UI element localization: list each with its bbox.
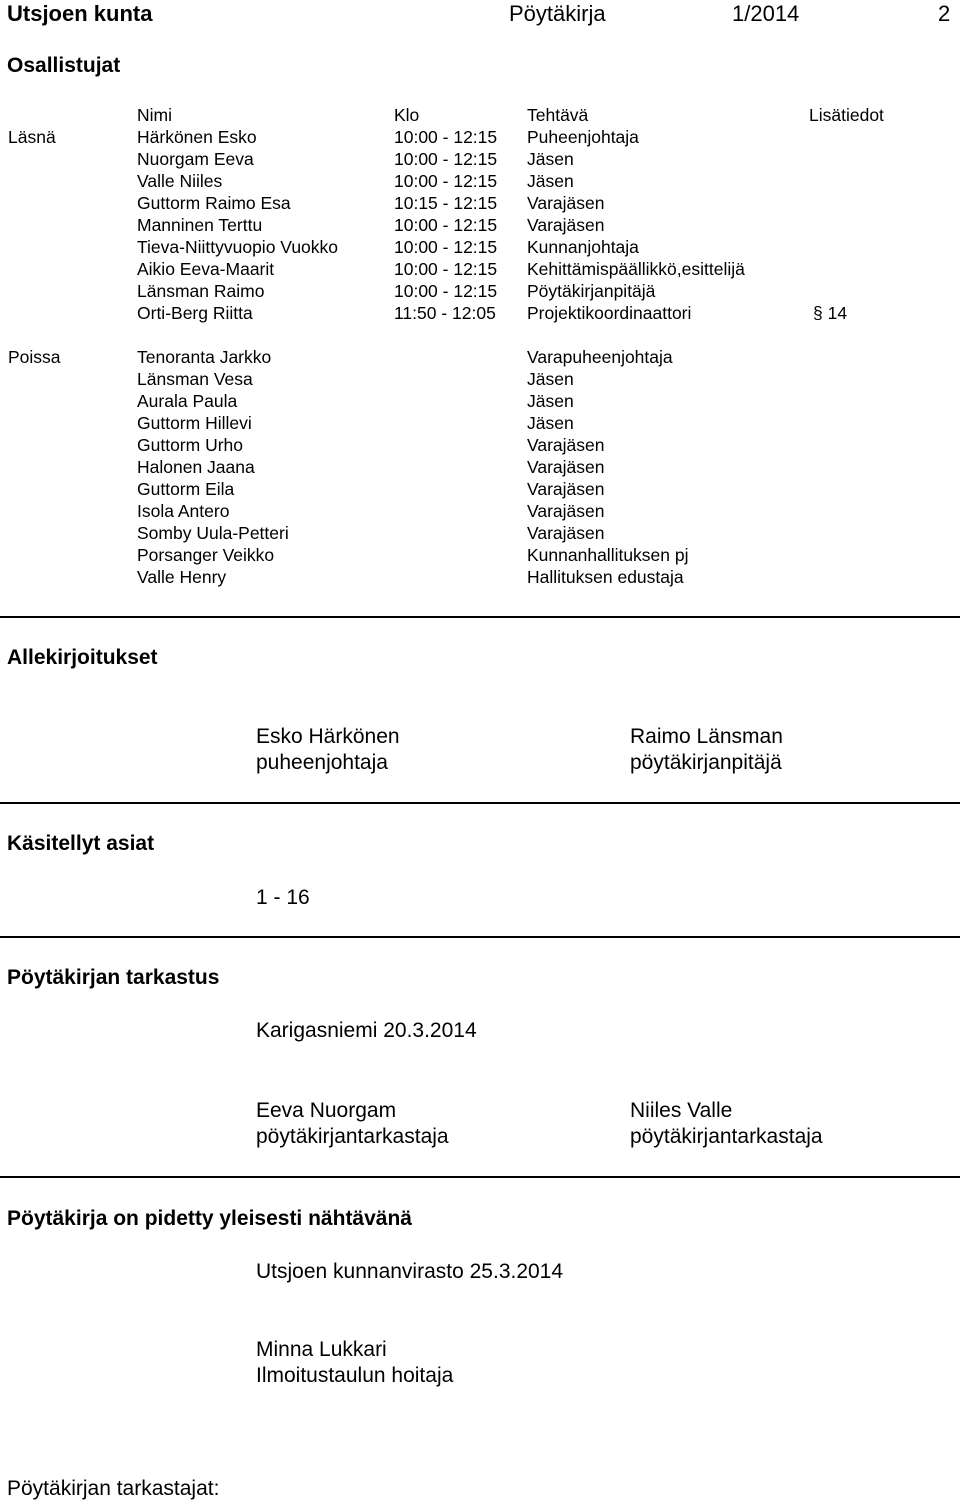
participant-role: Varajäsen xyxy=(527,523,605,543)
present-row xyxy=(0,281,960,303)
section-divider xyxy=(0,616,960,618)
official-role: Ilmoitustaulun hoitaja xyxy=(256,1364,454,1387)
participant-name: Guttorm Urho xyxy=(137,435,243,455)
page-number: 2 xyxy=(938,1,951,26)
participant-time: 10:00 - 12:15 xyxy=(394,215,498,235)
column-header-time: Klo xyxy=(394,105,420,125)
participant-time: 10:00 - 12:15 xyxy=(394,281,498,301)
participant-name: Tieva-Niittyvuopio Vuokko xyxy=(137,237,339,257)
meeting-number: 1/2014 xyxy=(732,1,800,26)
participant-role: Puheenjohtaja xyxy=(527,127,639,147)
participant-name: Valle Niiles xyxy=(137,171,223,191)
section-divider xyxy=(0,1176,960,1178)
official-name: Minna Lukkari xyxy=(256,1338,387,1361)
signatures-title: Allekirjoitukset xyxy=(7,646,158,669)
signer-name: Esko Härkönen xyxy=(256,725,400,748)
absent-row xyxy=(0,501,960,523)
present-row xyxy=(0,171,960,193)
absent-row xyxy=(0,413,960,435)
present-row xyxy=(0,193,960,215)
participant-role: Jäsen xyxy=(527,369,574,389)
participant-role: Projektikoordinaattori xyxy=(527,303,692,323)
participant-name: Porsanger Veikko xyxy=(137,545,275,565)
reviewer-role: pöytäkirjantarkastaja xyxy=(630,1125,823,1148)
participant-time: 10:15 - 12:15 xyxy=(394,193,498,213)
present-row xyxy=(0,215,960,237)
absent-row xyxy=(0,479,960,501)
reviewers-label: Pöytäkirjan tarkastajat: xyxy=(7,1477,220,1500)
participant-name: Halonen Jaana xyxy=(137,457,255,477)
absent-row xyxy=(0,545,960,567)
participant-name: Guttorm Eila xyxy=(137,479,235,499)
participant-name: Aikio Eeva-Maarit xyxy=(137,259,275,279)
participant-role: Jäsen xyxy=(527,171,574,191)
participant-role: Pöytäkirjanpitäjä xyxy=(527,281,656,301)
participants-column-headers xyxy=(0,105,960,127)
participant-name: Valle Henry xyxy=(137,567,227,587)
participant-name: Manninen Terttu xyxy=(137,215,263,235)
section-divider xyxy=(0,802,960,804)
participant-role: Kunnanjohtaja xyxy=(527,237,639,257)
absent-row xyxy=(0,347,960,369)
participant-name: Isola Antero xyxy=(137,501,230,521)
municipality-name: Utsjoen kunta xyxy=(7,1,153,26)
signer-role: pöytäkirjanpitäjä xyxy=(630,751,782,774)
participant-time: 10:00 - 12:15 xyxy=(394,259,498,279)
participant-role: Kunnanhallituksen pj xyxy=(527,545,689,565)
present-row xyxy=(0,149,960,171)
reviewer-name: Niiles Valle xyxy=(630,1099,733,1122)
participant-role: Jäsen xyxy=(527,413,574,433)
column-header-role: Tehtävä xyxy=(527,105,589,125)
absent-row xyxy=(0,435,960,457)
absent-row xyxy=(0,567,960,589)
items-range: 1 - 16 xyxy=(256,886,310,909)
participant-role: Hallituksen edustaja xyxy=(527,567,684,587)
participant-name: Länsman Raimo xyxy=(137,281,265,301)
participant-role: Varajäsen xyxy=(527,479,605,499)
column-header-extra: Lisätiedot xyxy=(809,105,884,125)
signer-role: puheenjohtaja xyxy=(256,751,388,774)
items-title: Käsitellyt asiat xyxy=(7,832,155,855)
present-row xyxy=(0,237,960,259)
participant-role: Jäsen xyxy=(527,391,574,411)
public-display-place-date: Utsjoen kunnanvirasto 25.3.2014 xyxy=(256,1260,564,1283)
column-header-name: Nimi xyxy=(137,105,172,125)
participant-name: Tenoranta Jarkko xyxy=(137,347,272,367)
participant-role: Jäsen xyxy=(527,149,574,169)
participant-name: Härkönen Esko xyxy=(137,127,257,147)
participant-time: 10:00 - 12:15 xyxy=(394,171,498,191)
present-row xyxy=(0,127,960,149)
participant-role: Varajäsen xyxy=(527,193,605,213)
review-place-date: Karigasniemi 20.3.2014 xyxy=(256,1019,477,1042)
signer-name: Raimo Länsman xyxy=(630,725,783,748)
participant-name: Somby Uula-Petteri xyxy=(137,523,289,543)
participant-role: Varajäsen xyxy=(527,457,605,477)
participant-name: Guttorm Hillevi xyxy=(137,413,252,433)
participant-role: Varajäsen xyxy=(527,501,605,521)
public-display-title: Pöytäkirja on pidetty yleisesti nähtävänä xyxy=(7,1207,412,1230)
present-label: Läsnä xyxy=(8,127,56,147)
absent-label: Poissa xyxy=(8,347,61,367)
document-type: Pöytäkirja xyxy=(509,1,606,26)
participant-time: 10:00 - 12:15 xyxy=(394,149,498,169)
participant-name: Aurala Paula xyxy=(137,391,238,411)
participant-time: 10:00 - 12:15 xyxy=(394,237,498,257)
participant-role: Varajäsen xyxy=(527,435,605,455)
absent-row xyxy=(0,523,960,545)
participant-extra-info: § 14 xyxy=(813,303,848,323)
participant-role: Varapuheenjohtaja xyxy=(527,347,673,367)
participant-time: 11:50 - 12:05 xyxy=(394,303,496,323)
absent-row xyxy=(0,369,960,391)
absent-row xyxy=(0,391,960,413)
review-title: Pöytäkirjan tarkastus xyxy=(7,966,220,989)
participant-time: 10:00 - 12:15 xyxy=(394,127,498,147)
participant-role: Kehittämispäällikkö,esittelijä xyxy=(527,259,745,279)
participant-name: Länsman Vesa xyxy=(137,369,253,389)
present-row xyxy=(0,259,960,281)
section-divider xyxy=(0,936,960,938)
participant-name: Nuorgam Eeva xyxy=(137,149,254,169)
participant-name: Guttorm Raimo Esa xyxy=(137,193,291,213)
participant-name: Orti-Berg Riitta xyxy=(137,303,253,323)
absent-row xyxy=(0,457,960,479)
reviewer-name: Eeva Nuorgam xyxy=(256,1099,397,1122)
participant-role: Varajäsen xyxy=(527,215,605,235)
present-row xyxy=(0,303,960,325)
participants-title: Osallistujat xyxy=(7,54,121,77)
reviewer-role: pöytäkirjantarkastaja xyxy=(256,1125,449,1148)
